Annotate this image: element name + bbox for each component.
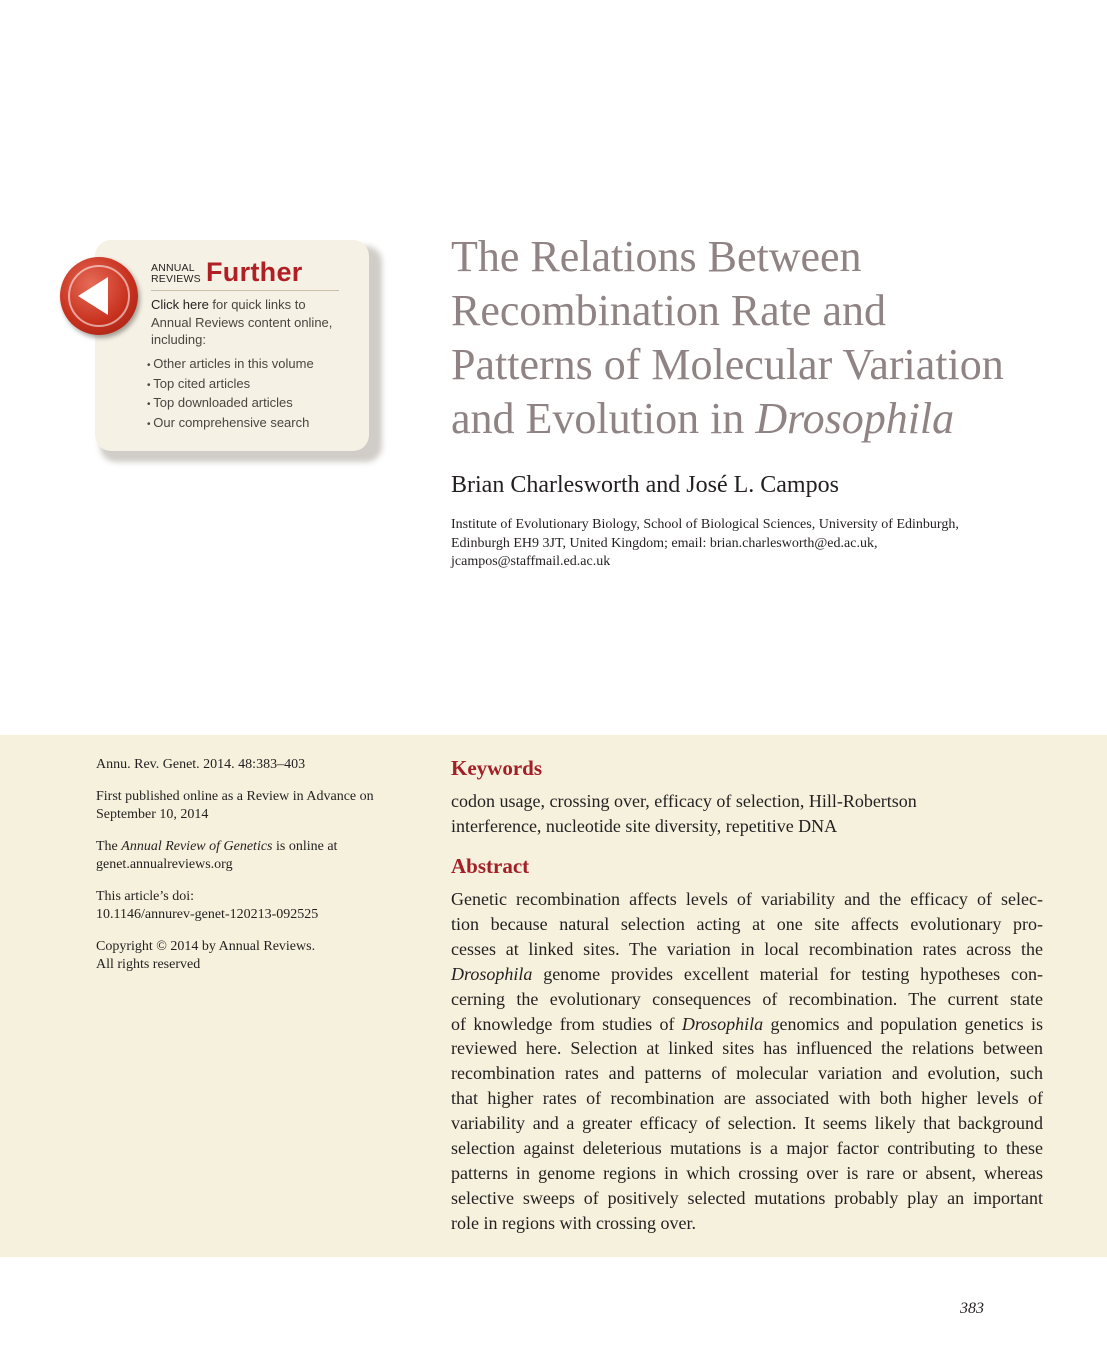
abstract-line-13: selective sweeps of positively selected mutations probably play an important <box>451 1187 1043 1208</box>
page-number: 383 <box>960 1300 984 1317</box>
left-arrow-glyph <box>60 257 138 335</box>
abstract-body <box>451 887 1043 1236</box>
further-intro-line2: Annual Reviews content online, <box>151 314 333 330</box>
further-link-other-articles[interactable]: • Other articles in this volume <box>147 355 314 375</box>
further-link-top-downloaded[interactable]: • Top downloaded articles <box>147 394 314 414</box>
affiliation-line-1: Institute of Evolutionary Biology, School of Biological Sciences, University of Edinburgh, <box>451 517 959 532</box>
title-line-4 <box>451 392 1091 446</box>
copyright-line-2: All rights reserved <box>96 957 201 972</box>
affiliation-line-2: Edinburgh EH9 3JT, United Kingdom; email: brian.charlesworth@ed.ac.uk, <box>451 535 878 551</box>
first-published <box>96 788 416 825</box>
annual-reviews-logo <box>151 263 201 285</box>
logo-line-annual: ANNUAL <box>151 262 195 274</box>
further-intro-line1-rest: for quick links to <box>208 297 306 312</box>
abstract-line-6 <box>451 1012 1043 1037</box>
doi-value[interactable]: 10.1146/annurev-genet-120213-092525 <box>96 907 319 922</box>
abstract-line-8: recombination rates and patterns of molecular variation and evolution, such <box>451 1063 1043 1084</box>
abstract-line-3: cesses at linked sites. The variation in local recombination rates across the <box>451 938 1043 959</box>
online-at <box>96 838 416 875</box>
title-line-4-italic: Drosophila <box>755 394 955 443</box>
online-at-line-1 <box>96 838 416 857</box>
citation-text: Annu. Rev. Genet. 2014. 48:383–403 <box>96 757 306 772</box>
keywords-heading: Keywords <box>451 756 542 780</box>
abstract-line-4-rest: genome provides excellent material for testing hypotheses con- <box>532 963 1043 984</box>
abstract-line-6-post: genomics and population genetics is <box>763 1013 1043 1034</box>
further-header <box>151 258 339 291</box>
abstract-line-2: tion because natural selection acting at one site affects evolutionary pro- <box>451 913 1043 934</box>
article-meta <box>96 756 416 988</box>
click-here-link[interactable]: Click here <box>151 297 209 312</box>
affiliation-line-3: jcampos@staffmail.ed.ac.uk <box>451 554 611 569</box>
journal-name: Annual Review of Genetics <box>121 838 273 854</box>
abstract-line-9: that higher rates of recombination are associated with both higher levels of <box>451 1088 1043 1109</box>
abstract-line-4 <box>451 962 1043 987</box>
copyright <box>96 938 416 975</box>
further-heading: Further <box>206 257 303 287</box>
abstract-line-6-pre: of knowledge from studies of <box>451 1013 682 1034</box>
further-intro <box>151 296 356 349</box>
abstract-line-5: cerning the evolutionary consequences of recombination. The current state <box>451 988 1043 1009</box>
logo-line-reviews: REVIEWS <box>151 273 201 285</box>
doi-label: This article’s doi: <box>96 888 194 904</box>
further-links-list <box>147 355 314 433</box>
title-line-1: The Relations Between <box>451 232 862 281</box>
further-intro-line3: including: <box>151 332 206 347</box>
title-line-2: Recombination Rate and <box>451 286 886 335</box>
online-post: is online at <box>272 838 338 854</box>
drosophila-term: Drosophila <box>451 963 533 984</box>
abstract-line-10: variability and a greater efficacy of selection. It seems likely that background <box>451 1113 1043 1134</box>
first-published-line-2: September 10, 2014 <box>96 807 209 822</box>
abstract-line-12: patterns in genome regions in which crossing over is rare or absent, whereas <box>451 1162 1043 1183</box>
drosophila-term: Drosophila <box>681 1013 764 1034</box>
affiliation <box>451 516 1071 572</box>
doi <box>96 888 416 925</box>
abstract-line-7: reviewed here. Selection at linked sites has influenced the relations between <box>451 1038 1043 1059</box>
citation <box>96 756 416 775</box>
copyright-line-1: Copyright © 2014 by Annual Reviews. <box>96 938 316 954</box>
keywords-line-2: interference, nucleotide site diversity, repetitive DNA <box>451 816 838 836</box>
abstract-heading: Abstract <box>451 854 530 878</box>
journal-url[interactable]: genet.annualreviews.org <box>96 857 233 872</box>
article-title <box>451 230 1091 446</box>
further-link-search[interactable]: • Our comprehensive search <box>147 414 314 434</box>
authors: Brian Charlesworth and José L. Campos <box>451 472 839 498</box>
title-line-4-plain: and Evolution in <box>451 394 756 443</box>
abstract-line-11: selection against deleterious mutations is a major factor contributing to these <box>451 1138 1043 1159</box>
keywords-list <box>451 789 1051 839</box>
first-published-line-1: First published online as a Review in Advance on <box>96 788 374 804</box>
keywords-line-1: codon usage, crossing over, efficacy of selection, Hill-Robertson <box>451 791 917 811</box>
online-pre: The <box>96 838 122 854</box>
abstract-line-14: role in regions with crossing over. <box>451 1212 696 1233</box>
left-arrow-icon[interactable] <box>60 257 138 335</box>
abstract-line-1: Genetic recombination affects levels of variability and the efficacy of selec- <box>451 889 1043 909</box>
further-link-top-cited[interactable]: • Top cited articles <box>147 375 314 395</box>
title-line-3: Patterns of Molecular Variation <box>451 340 1004 389</box>
